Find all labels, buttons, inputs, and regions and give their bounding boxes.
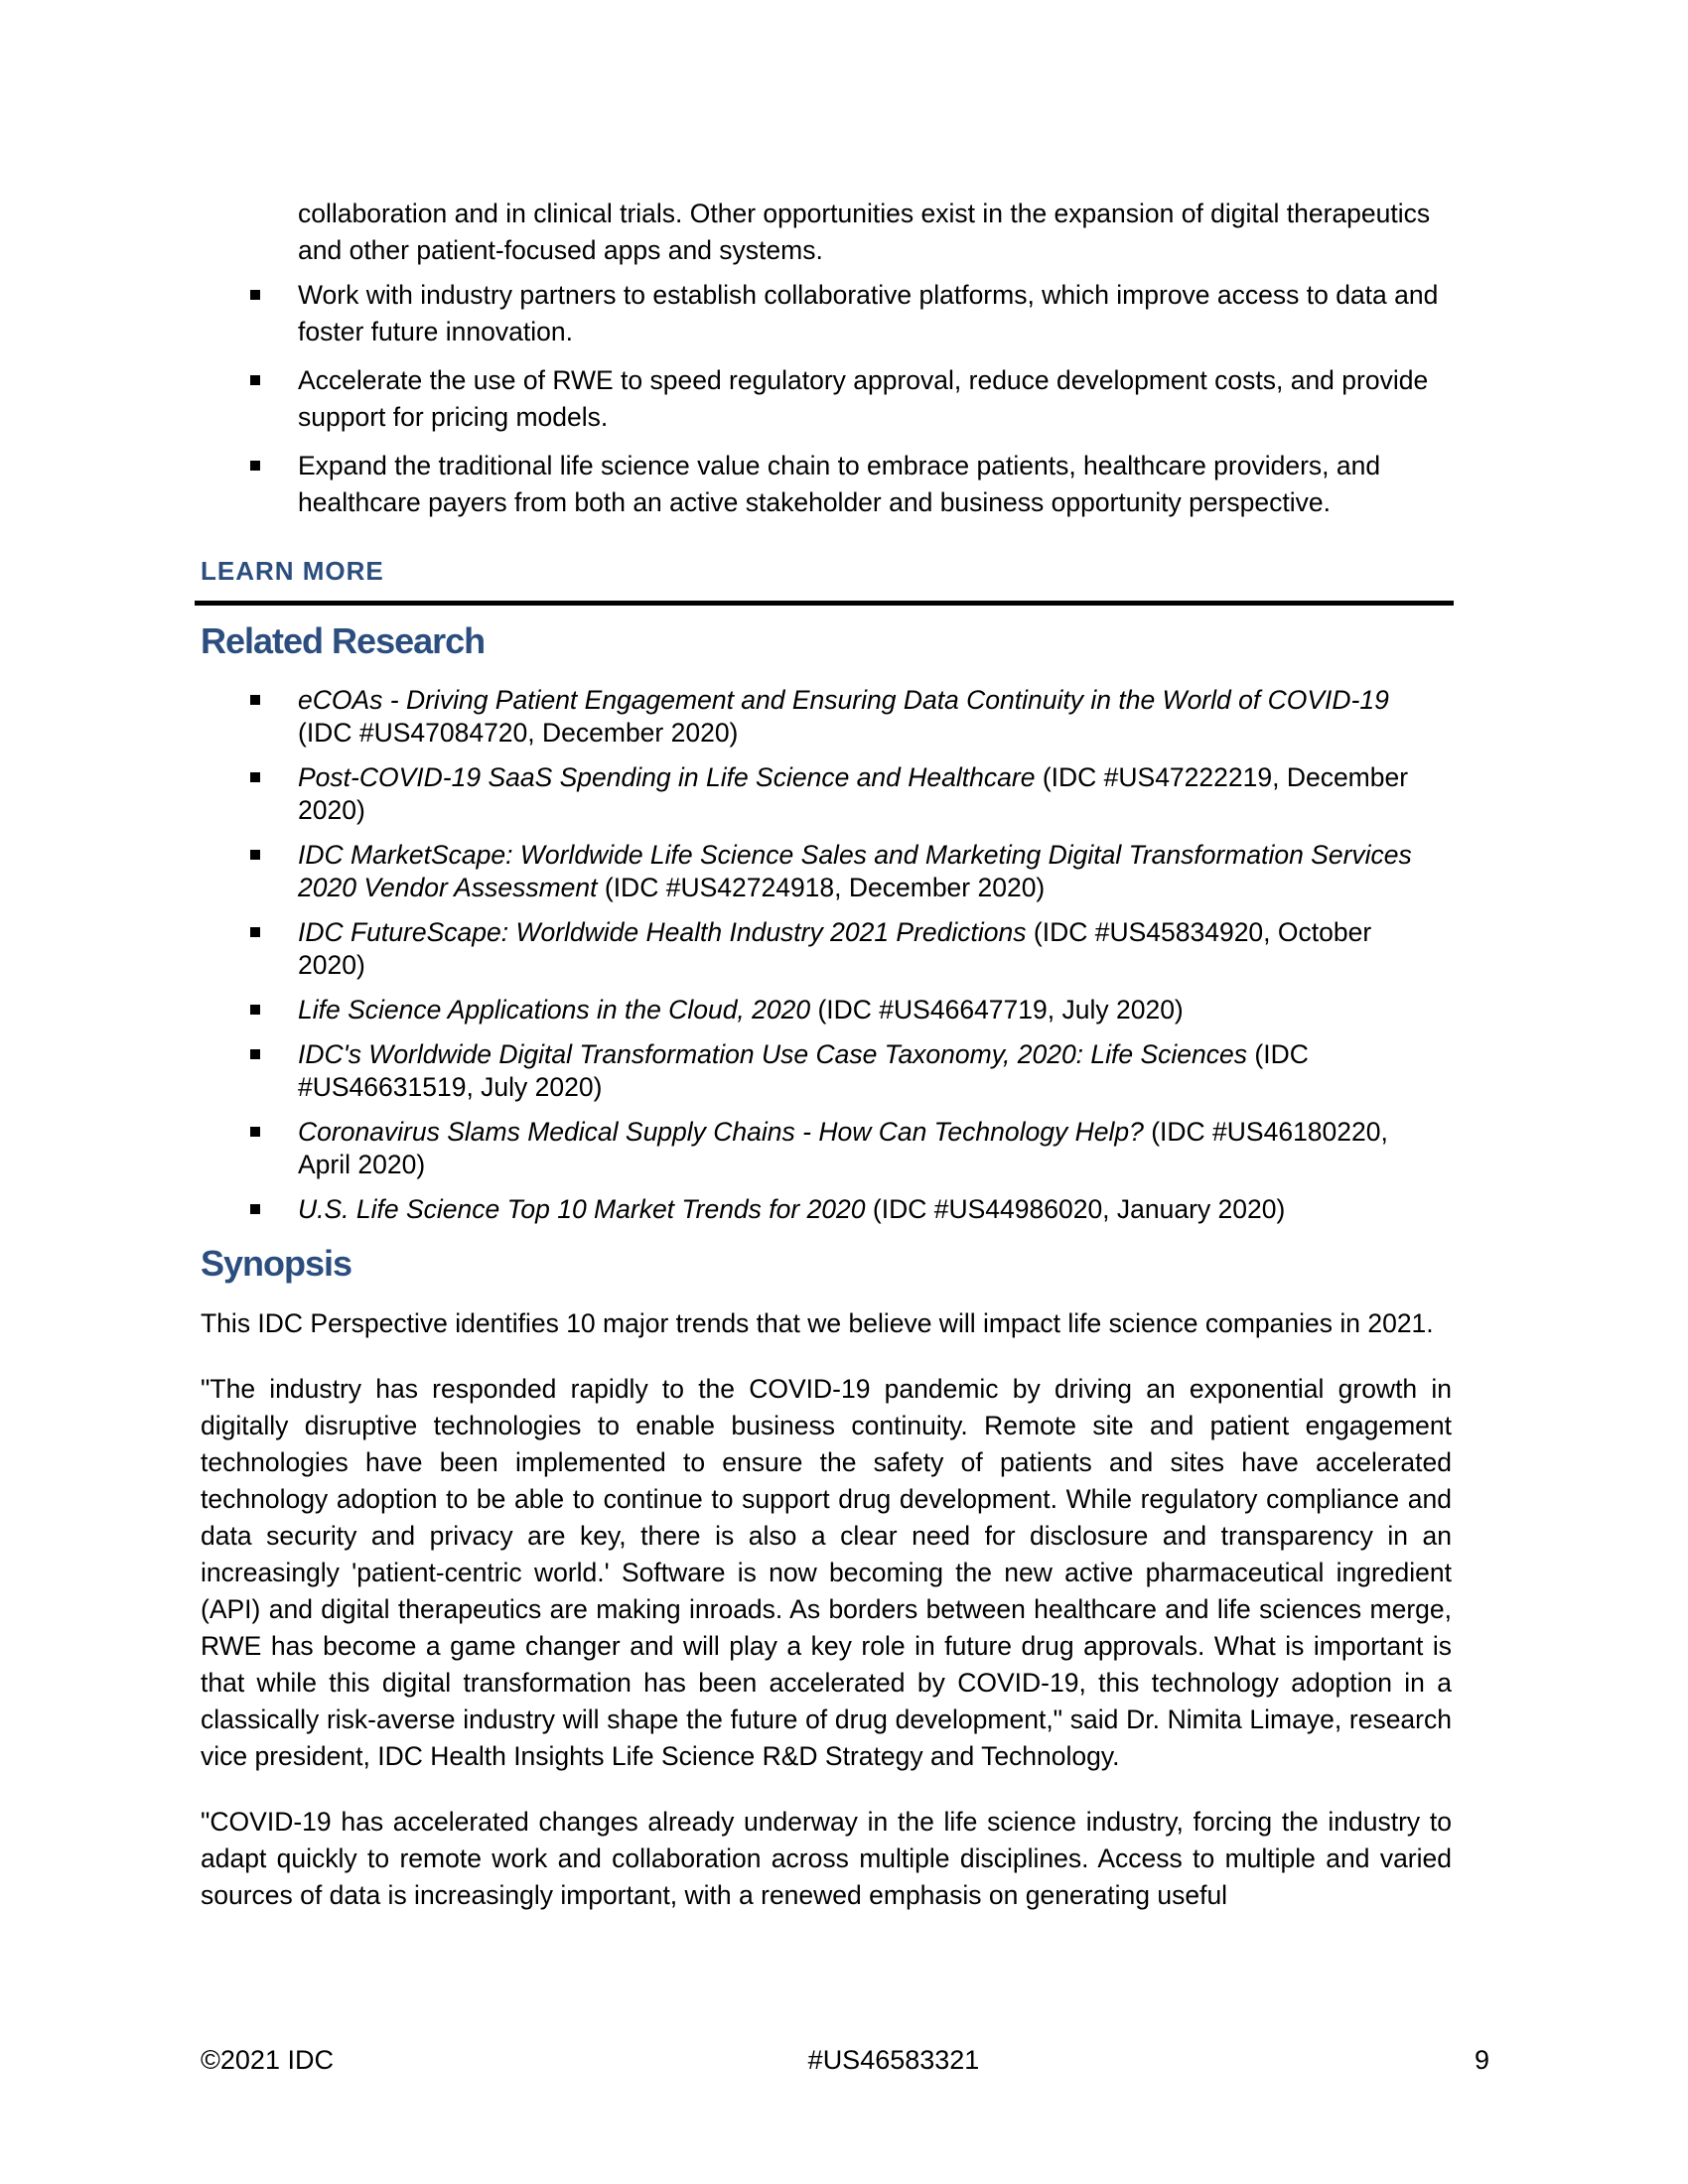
page-footer bbox=[0, 2043, 1688, 2077]
research-item-title: eCOAs - Driving Patient Engagement and Ensuring Data Continuity in the World of COVID-19 bbox=[298, 685, 1389, 715]
research-item-title: Coronavirus Slams Medical Supply Chains - How Can Technology Help? bbox=[298, 1117, 1144, 1147]
bullet-square-icon bbox=[250, 850, 260, 860]
research-item-ref: (IDC #US47222219, December 2020) bbox=[298, 762, 1409, 825]
research-item-ref: (IDC #US46647719, July 2020) bbox=[817, 995, 1184, 1024]
bullet-item-text: Accelerate the use of RWE to speed regulatory approval, reduce development costs, and provide support for pricing models. bbox=[298, 365, 1429, 432]
bullet-continuation-paragraph: collaboration and in clinical trials. Other opportunities exist in the expansion of digital therapeutics and other patient-focused apps and systems. bbox=[298, 199, 1431, 265]
bullet-square-icon bbox=[250, 1005, 260, 1015]
bullet-square-icon bbox=[250, 1049, 260, 1059]
learn-more-heading: LEARN MORE bbox=[201, 556, 384, 586]
related-research-list bbox=[201, 684, 1452, 1226]
bullet-square-icon bbox=[250, 772, 260, 782]
bullet-square-icon bbox=[250, 1204, 260, 1214]
page-content bbox=[201, 0, 1452, 1914]
research-item bbox=[201, 839, 1445, 904]
footer-page-number: 9 bbox=[1474, 2045, 1489, 2075]
synopsis-heading: Synopsis bbox=[201, 1243, 352, 1284]
research-item-title: IDC FutureScape: Worldwide Health Industry 2021 Predictions bbox=[298, 917, 1027, 947]
research-item bbox=[201, 761, 1445, 827]
bullet-square-icon bbox=[250, 461, 260, 471]
research-item-ref: (IDC #US42724918, December 2020) bbox=[604, 873, 1046, 902]
bullet-square-icon bbox=[250, 695, 260, 705]
section-rule bbox=[195, 601, 1454, 606]
bullet-item bbox=[201, 362, 1445, 436]
bullet-item-text: Expand the traditional life science value chain to embrace patients, healthcare providers, and healthcare payers from both an active stakeholder and business opportunity perspective. bbox=[298, 451, 1381, 517]
research-item-title: Life Science Applications in the Cloud, 2020 bbox=[298, 995, 811, 1024]
bullet-item bbox=[201, 448, 1445, 521]
related-research-heading: Related Research bbox=[201, 620, 486, 661]
research-item-ref: (IDC #US46631519, July 2020) bbox=[298, 1039, 1309, 1102]
research-item-ref: (IDC #US45834920, October 2020) bbox=[298, 917, 1372, 980]
bullet-square-icon bbox=[250, 1127, 260, 1137]
footer-copyright: ©2021 IDC bbox=[201, 2045, 334, 2075]
research-item bbox=[201, 994, 1445, 1026]
footer-doc-id: #US46583321 bbox=[807, 2045, 980, 2075]
research-item bbox=[201, 684, 1445, 750]
bullet-square-icon bbox=[250, 290, 260, 300]
research-item-ref: (IDC #US47084720, December 2020) bbox=[298, 718, 739, 748]
bullet-item-text: Work with industry partners to establish collaborative platforms, which improve access to data and foster future innovation. bbox=[298, 280, 1439, 346]
synopsis-paragraph: "The industry has responded rapidly to the COVID-19 pandemic by driving an exponential growth in digitally disruptive technologies to enable business continuity. Remote site and patient engagement technologies have been implemented to ensure the safety of patients and sites have accelerated technology adoption to be able to continue to support drug development. While regulatory compliance and data security and privacy are key, there is also a clear need for disclosure and transparency in an increasingly 'patient-centric world.' Software is now becoming the new active pharmaceutical ingredient (API) and digital therapeutics are making inroads. As borders between healthcare and life sciences merge, RWE has become a game changer and will play a key role in future drug approvals. What is important is that while this digital transformation has been accelerated by COVID-19, this technology adoption in a classically risk-averse industry will shape the future of drug development," said Dr. Nimita Limaye, research vice president, IDC Health Insights Life Science R&D Strategy and Technology. bbox=[201, 1374, 1452, 1771]
research-item bbox=[201, 916, 1445, 982]
action-bullet-list bbox=[201, 277, 1452, 521]
research-item bbox=[201, 1116, 1445, 1181]
research-item-title: U.S. Life Science Top 10 Market Trends for 2020 bbox=[298, 1194, 866, 1224]
research-item bbox=[201, 1038, 1445, 1104]
research-item-title: IDC MarketScape: Worldwide Life Science Sales and Marketing Digital Transformation Services 2020 Vendor Assessment bbox=[298, 840, 1412, 902]
synopsis-paragraph: This IDC Perspective identifies 10 major trends that we believe will impact life science companies in 2021. bbox=[201, 1308, 1434, 1338]
research-item-ref: (IDC #US44986020, January 2020) bbox=[872, 1194, 1286, 1224]
bullet-square-icon bbox=[250, 927, 260, 937]
bullet-item bbox=[201, 277, 1445, 350]
bullet-square-icon bbox=[250, 375, 260, 385]
research-item-title: Post-COVID-19 SaaS Spending in Life Science and Healthcare bbox=[298, 762, 1036, 792]
research-item bbox=[201, 1193, 1445, 1226]
research-item-ref: (IDC #US46180220, April 2020) bbox=[298, 1117, 1388, 1179]
synopsis-paragraph: "COVID-19 has accelerated changes already underway in the life science industry, forcing the industry to adapt quickly to remote work and collaboration across multiple disciplines. Access to multiple and varied sources of data is increasingly important, with a renewed emphasis on generating useful bbox=[201, 1807, 1452, 1910]
research-item-title: IDC's Worldwide Digital Transformation Use Case Taxonomy, 2020: Life Sciences bbox=[298, 1039, 1248, 1069]
